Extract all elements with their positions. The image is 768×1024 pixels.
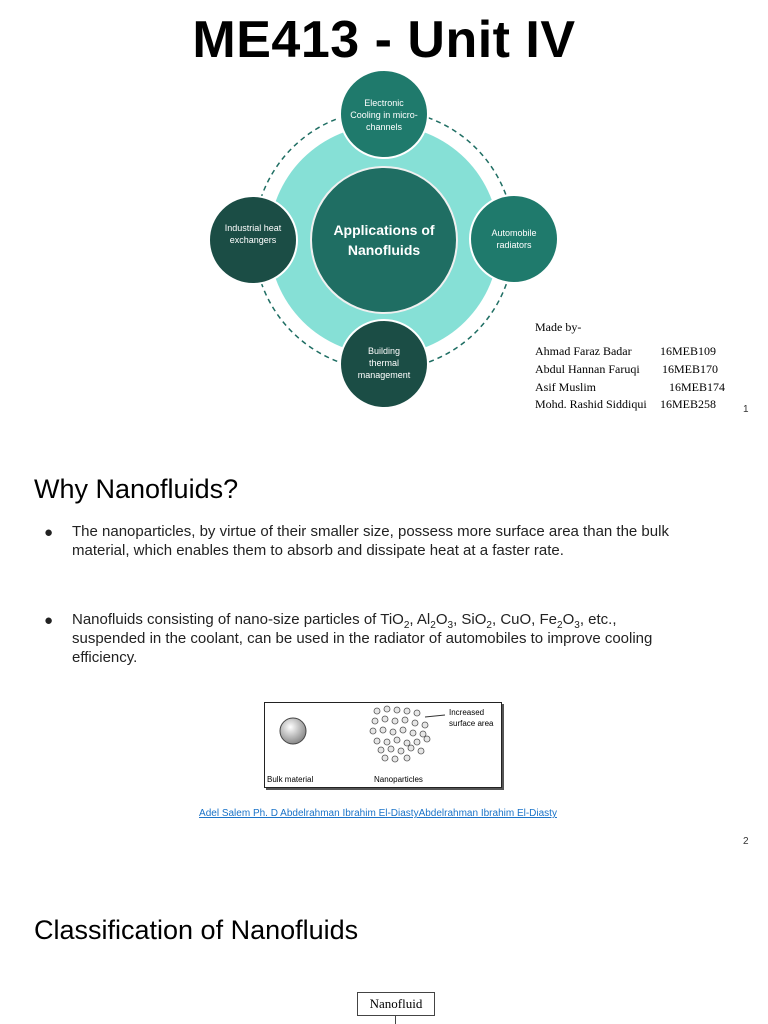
nanoparticle-dot <box>384 706 390 712</box>
nanoparticle-dot <box>372 718 378 724</box>
bullet-marker: ● <box>44 612 54 629</box>
bullet-text: The nanoparticles, by virtue of their smaller size, possess more surface area than the bulk material, which enables them to absorb and dissipate heat at a faster rate. <box>72 523 669 559</box>
nanoparticle-dot <box>390 729 396 735</box>
bullet-marker: ● <box>44 524 54 541</box>
node-bottom-label: Building thermal management <box>357 346 411 380</box>
node-right-label: Automobile radiators <box>491 228 537 250</box>
annotation-pointer <box>425 715 445 717</box>
nanoparticle-dot <box>374 738 380 744</box>
nanoparticle-dot <box>370 728 376 734</box>
compound-formula: SiO$_2$ <box>461 611 492 631</box>
nanoparticle-dot <box>412 720 418 726</box>
nanoparticle-figure <box>264 702 502 788</box>
nanoparticle-dot <box>382 716 388 722</box>
nanoparticle-dot <box>392 718 398 724</box>
nanoparticle-dot <box>404 740 410 746</box>
nanoparticle-dot <box>394 707 400 713</box>
author-name: Asif Muslim <box>535 380 597 394</box>
author-roll: 16MEB174 <box>669 380 726 394</box>
bullet-text-compounds <box>72 610 672 667</box>
nanoparticle-dot <box>382 755 388 761</box>
node-top-label: Electronic Cooling in micro-channels <box>350 98 418 132</box>
nanoparticle-dot <box>418 748 424 754</box>
author-name: Mohd. Rashid Siddiqui <box>535 397 647 411</box>
page-number: 1 <box>743 404 749 415</box>
nanofluid-root-node: Nanofluid <box>357 992 435 1016</box>
nanoparticle-dot <box>378 747 384 753</box>
compound-formula: CuO <box>500 611 532 628</box>
bullet-suffix: etc., suspended in the coolant, can be used in the radiator of automobiles to improve cooling efficiency. <box>72 611 653 666</box>
page-number: 2 <box>743 836 749 847</box>
node-left-label: Industrial heat exchangers <box>224 223 282 245</box>
author-roll: 16MEB109 <box>660 344 717 358</box>
nanoparticle-cluster <box>370 706 430 762</box>
nanoparticle-dot <box>408 745 414 751</box>
nanoparticle-dot <box>422 722 428 728</box>
nanoparticle-dot <box>380 727 386 733</box>
compound-formula: $Al_2O_3$ <box>416 611 454 631</box>
citation-link[interactable]: Adel Salem Ph. D Abdelrahman Ibrahim El-DiastyAbdelrahman Ibrahim El-Diasty <box>199 808 557 819</box>
nanoparticle-dot <box>410 730 416 736</box>
nanoparticle-dot <box>404 708 410 714</box>
nanoparticle-dot <box>414 710 420 716</box>
bulk-particle <box>280 718 306 744</box>
bullet-prefix: Nanofluids consisting of nano-size particles of <box>72 611 381 628</box>
made-by-label: Made by- <box>535 320 582 334</box>
nanoparticle-dot <box>400 727 406 733</box>
author-roll: 16MEB258 <box>660 397 717 411</box>
compound-formula: $Fe_2O_3$ <box>539 611 580 631</box>
center-label: Applications of Nanofluids <box>333 222 435 258</box>
section-heading: Why Nanofluids? <box>34 474 239 504</box>
nanoparticle-dot <box>394 737 400 743</box>
nanoparticle-dot <box>398 748 404 754</box>
slide-title: ME413 - Unit IV <box>192 11 576 69</box>
figure-annotation: Increased surface area <box>449 708 494 728</box>
nanoparticle-dot <box>384 739 390 745</box>
compound-formula: TiO$_2$ <box>380 611 410 631</box>
nanoparticle-dot <box>420 731 426 737</box>
author-roll: 16MEB170 <box>662 362 719 376</box>
nanoparticle-dot <box>404 755 410 761</box>
author-name: Ahmad Faraz Badar <box>535 344 632 358</box>
nanoparticle-dot <box>424 736 430 742</box>
nanoparticle-dot <box>402 717 408 723</box>
nano-label: Nanoparticles <box>374 775 423 784</box>
author-name: Abdul Hannan Faruqi <box>535 362 640 376</box>
tree-connector <box>395 1015 396 1024</box>
section-heading: Classification of Nanofluids <box>34 915 359 945</box>
nanoparticle-dot <box>388 746 394 752</box>
bulk-label: Bulk material <box>267 775 314 784</box>
nanoparticle-dot <box>392 756 398 762</box>
nanoparticle-dot <box>414 739 420 745</box>
nanoparticle-dot <box>374 708 380 714</box>
compound-list: TiO$_2$, $Al_2O_3$, SiO$_2$, CuO, $Fe_2O_3$, <box>380 611 589 631</box>
